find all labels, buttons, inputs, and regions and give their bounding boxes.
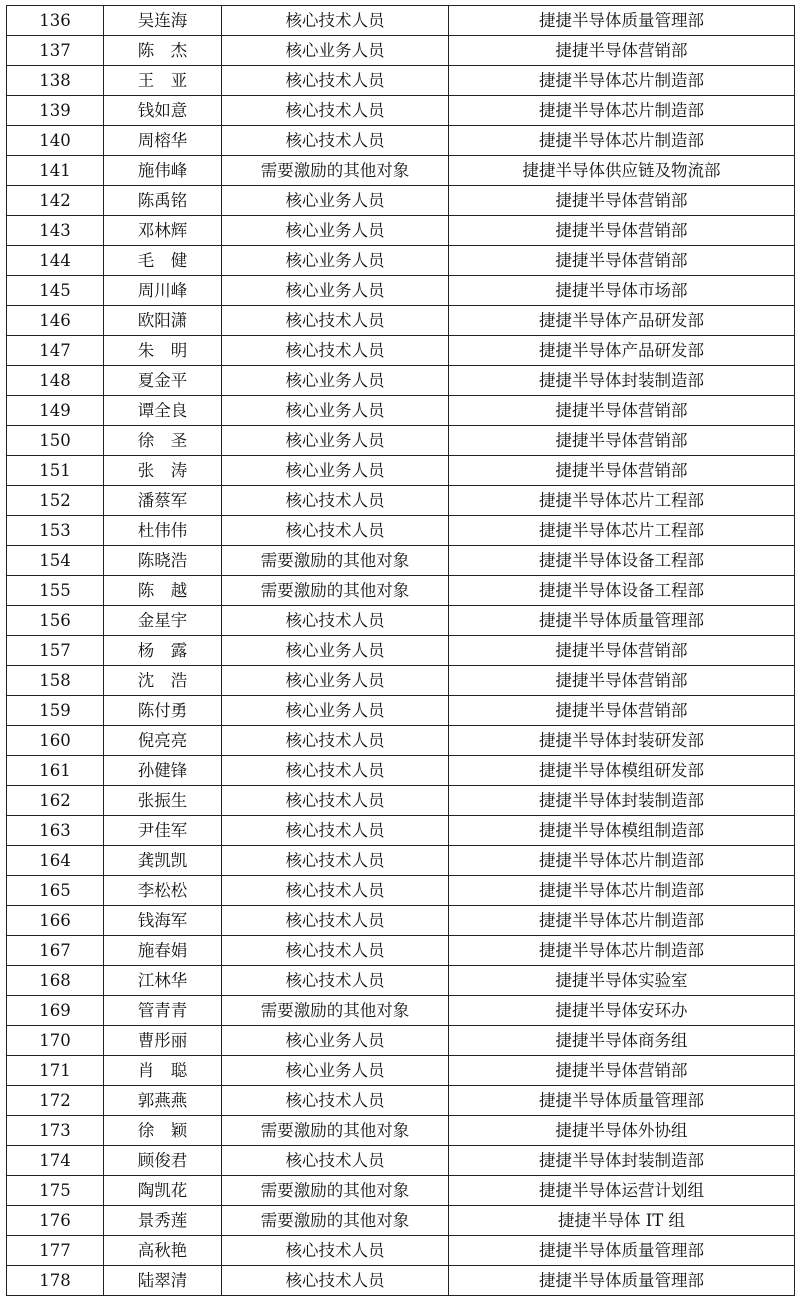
department-cell: 捷捷半导体安环办 <box>449 996 795 1026</box>
name-cell: 杜伟伟 <box>104 516 222 546</box>
department-cell: 捷捷半导体供应链及物流部 <box>449 156 795 186</box>
category-cell: 核心技术人员 <box>222 876 449 906</box>
row-number-cell: 159 <box>7 696 104 726</box>
category-cell: 需要激励的其他对象 <box>222 1116 449 1146</box>
category-cell: 需要激励的其他对象 <box>222 1176 449 1206</box>
row-number-cell: 146 <box>7 306 104 336</box>
name-cell: 陈付勇 <box>104 696 222 726</box>
row-number-cell: 156 <box>7 606 104 636</box>
row-number-cell: 164 <box>7 846 104 876</box>
name-cell: 尹佳军 <box>104 816 222 846</box>
department-cell: 捷捷半导体芯片制造部 <box>449 126 795 156</box>
category-cell: 核心技术人员 <box>222 126 449 156</box>
department-cell: 捷捷半导体实验室 <box>449 966 795 996</box>
table-row <box>7 1146 795 1176</box>
row-number-cell: 154 <box>7 546 104 576</box>
name-cell: 陈禹铭 <box>104 186 222 216</box>
row-number-cell: 153 <box>7 516 104 546</box>
name-cell: 陈晓浩 <box>104 546 222 576</box>
table-row <box>7 456 795 486</box>
row-number-cell: 149 <box>7 396 104 426</box>
row-number-cell: 136 <box>7 6 104 36</box>
table-row <box>7 66 795 96</box>
table-row <box>7 306 795 336</box>
table-row <box>7 846 795 876</box>
category-cell: 核心技术人员 <box>222 1266 449 1296</box>
table-row <box>7 186 795 216</box>
row-number-cell: 172 <box>7 1086 104 1116</box>
department-cell: 捷捷半导体营销部 <box>449 246 795 276</box>
department-cell: 捷捷半导体模组研发部 <box>449 756 795 786</box>
category-cell: 核心技术人员 <box>222 906 449 936</box>
row-number-cell: 141 <box>7 156 104 186</box>
department-cell: 捷捷半导体营销部 <box>449 36 795 66</box>
name-cell: 钱海军 <box>104 906 222 936</box>
category-cell: 核心业务人员 <box>222 276 449 306</box>
category-cell: 核心业务人员 <box>222 636 449 666</box>
table-row <box>7 816 795 846</box>
row-number-cell: 173 <box>7 1116 104 1146</box>
name-cell: 李松松 <box>104 876 222 906</box>
name-cell: 景秀莲 <box>104 1206 222 1236</box>
table-body <box>7 6 795 1296</box>
name-cell: 孙健锋 <box>104 756 222 786</box>
name-cell: 曹彤丽 <box>104 1026 222 1056</box>
table-row <box>7 1206 795 1236</box>
department-cell: 捷捷半导体质量管理部 <box>449 1266 795 1296</box>
row-number-cell: 147 <box>7 336 104 366</box>
category-cell: 核心业务人员 <box>222 1056 449 1086</box>
row-number-cell: 152 <box>7 486 104 516</box>
table-row <box>7 246 795 276</box>
table-row <box>7 1026 795 1056</box>
row-number-cell: 162 <box>7 786 104 816</box>
department-cell: 捷捷半导体芯片工程部 <box>449 516 795 546</box>
name-cell: 金星宇 <box>104 606 222 636</box>
category-cell: 核心技术人员 <box>222 816 449 846</box>
category-cell: 核心业务人员 <box>222 456 449 486</box>
table-row <box>7 726 795 756</box>
row-number-cell: 145 <box>7 276 104 306</box>
department-cell: 捷捷半导体营销部 <box>449 636 795 666</box>
table-row <box>7 36 795 66</box>
table-row <box>7 96 795 126</box>
name-cell: 邓林辉 <box>104 216 222 246</box>
table-row <box>7 756 795 786</box>
name-cell: 高秋艳 <box>104 1236 222 1266</box>
name-cell: 杨 露 <box>104 636 222 666</box>
row-number-cell: 150 <box>7 426 104 456</box>
name-cell: 施春娟 <box>104 936 222 966</box>
table-row <box>7 1176 795 1206</box>
department-cell: 捷捷半导体商务组 <box>449 1026 795 1056</box>
name-cell: 徐 颖 <box>104 1116 222 1146</box>
department-cell: 捷捷半导体营销部 <box>449 1056 795 1086</box>
name-cell: 吴连海 <box>104 6 222 36</box>
row-number-cell: 157 <box>7 636 104 666</box>
name-cell: 陶凯花 <box>104 1176 222 1206</box>
name-cell: 张 涛 <box>104 456 222 486</box>
row-number-cell: 174 <box>7 1146 104 1176</box>
name-cell: 欧阳潇 <box>104 306 222 336</box>
table-row <box>7 876 795 906</box>
table-row <box>7 1056 795 1086</box>
row-number-cell: 167 <box>7 936 104 966</box>
row-number-cell: 143 <box>7 216 104 246</box>
table-row <box>7 936 795 966</box>
row-number-cell: 168 <box>7 966 104 996</box>
table-row <box>7 6 795 36</box>
category-cell: 需要激励的其他对象 <box>222 1206 449 1236</box>
name-cell: 管青青 <box>104 996 222 1026</box>
name-cell: 朱 明 <box>104 336 222 366</box>
department-cell: 捷捷半导体 IT 组 <box>449 1206 795 1236</box>
category-cell: 核心业务人员 <box>222 696 449 726</box>
table-row <box>7 486 795 516</box>
row-number-cell: 177 <box>7 1236 104 1266</box>
table-row <box>7 396 795 426</box>
name-cell: 肖 聪 <box>104 1056 222 1086</box>
name-cell: 顾俊君 <box>104 1146 222 1176</box>
incentive-recipient-table-page <box>6 5 794 1296</box>
category-cell: 核心技术人员 <box>222 1236 449 1266</box>
department-cell: 捷捷半导体营销部 <box>449 186 795 216</box>
department-cell: 捷捷半导体芯片制造部 <box>449 96 795 126</box>
name-cell: 王 亚 <box>104 66 222 96</box>
category-cell: 核心技术人员 <box>222 756 449 786</box>
category-cell: 核心技术人员 <box>222 1086 449 1116</box>
department-cell: 捷捷半导体产品研发部 <box>449 306 795 336</box>
row-number-cell: 163 <box>7 816 104 846</box>
table-row <box>7 366 795 396</box>
category-cell: 核心业务人员 <box>222 36 449 66</box>
category-cell: 需要激励的其他对象 <box>222 996 449 1026</box>
department-cell: 捷捷半导体质量管理部 <box>449 606 795 636</box>
name-cell: 钱如意 <box>104 96 222 126</box>
category-cell: 核心技术人员 <box>222 486 449 516</box>
table-row <box>7 606 795 636</box>
category-cell: 核心技术人员 <box>222 96 449 126</box>
category-cell: 核心业务人员 <box>222 1026 449 1056</box>
department-cell: 捷捷半导体封装制造部 <box>449 786 795 816</box>
department-cell: 捷捷半导体芯片制造部 <box>449 66 795 96</box>
table-row <box>7 126 795 156</box>
row-number-cell: 169 <box>7 996 104 1026</box>
department-cell: 捷捷半导体营销部 <box>449 696 795 726</box>
table-row <box>7 216 795 246</box>
name-cell: 江林华 <box>104 966 222 996</box>
row-number-cell: 158 <box>7 666 104 696</box>
department-cell: 捷捷半导体营销部 <box>449 666 795 696</box>
name-cell: 龚凯凯 <box>104 846 222 876</box>
table-row <box>7 546 795 576</box>
department-cell: 捷捷半导体营销部 <box>449 396 795 426</box>
category-cell: 需要激励的其他对象 <box>222 156 449 186</box>
table-row <box>7 516 795 546</box>
category-cell: 核心技术人员 <box>222 846 449 876</box>
row-number-cell: 142 <box>7 186 104 216</box>
category-cell: 核心技术人员 <box>222 306 449 336</box>
department-cell: 捷捷半导体外协组 <box>449 1116 795 1146</box>
department-cell: 捷捷半导体芯片制造部 <box>449 936 795 966</box>
department-cell: 捷捷半导体芯片制造部 <box>449 906 795 936</box>
category-cell: 需要激励的其他对象 <box>222 546 449 576</box>
category-cell: 核心业务人员 <box>222 666 449 696</box>
row-number-cell: 151 <box>7 456 104 486</box>
table-row <box>7 696 795 726</box>
incentive-recipient-table <box>6 5 795 1296</box>
name-cell: 谭全良 <box>104 396 222 426</box>
name-cell: 夏金平 <box>104 366 222 396</box>
row-number-cell: 176 <box>7 1206 104 1236</box>
table-row <box>7 786 795 816</box>
department-cell: 捷捷半导体营销部 <box>449 456 795 486</box>
table-row <box>7 156 795 186</box>
category-cell: 核心技术人员 <box>222 1146 449 1176</box>
department-cell: 捷捷半导体质量管理部 <box>449 1236 795 1266</box>
name-cell: 陆翠清 <box>104 1266 222 1296</box>
table-row <box>7 666 795 696</box>
department-cell: 捷捷半导体产品研发部 <box>449 336 795 366</box>
department-cell: 捷捷半导体封装研发部 <box>449 726 795 756</box>
category-cell: 核心技术人员 <box>222 516 449 546</box>
category-cell: 核心技术人员 <box>222 336 449 366</box>
table-row <box>7 1266 795 1296</box>
table-row <box>7 1116 795 1146</box>
row-number-cell: 148 <box>7 366 104 396</box>
category-cell: 核心业务人员 <box>222 426 449 456</box>
category-cell: 核心技术人员 <box>222 966 449 996</box>
table-row <box>7 336 795 366</box>
department-cell: 捷捷半导体质量管理部 <box>449 1086 795 1116</box>
department-cell: 捷捷半导体营销部 <box>449 426 795 456</box>
category-cell: 核心业务人员 <box>222 396 449 426</box>
row-number-cell: 170 <box>7 1026 104 1056</box>
row-number-cell: 165 <box>7 876 104 906</box>
name-cell: 陈 越 <box>104 576 222 606</box>
table-row <box>7 996 795 1026</box>
name-cell: 徐 圣 <box>104 426 222 456</box>
category-cell: 核心技术人员 <box>222 936 449 966</box>
department-cell: 捷捷半导体芯片制造部 <box>449 876 795 906</box>
row-number-cell: 160 <box>7 726 104 756</box>
category-cell: 核心业务人员 <box>222 186 449 216</box>
row-number-cell: 178 <box>7 1266 104 1296</box>
row-number-cell: 175 <box>7 1176 104 1206</box>
row-number-cell: 144 <box>7 246 104 276</box>
name-cell: 倪亮亮 <box>104 726 222 756</box>
department-cell: 捷捷半导体芯片制造部 <box>449 846 795 876</box>
table-row <box>7 636 795 666</box>
category-cell: 需要激励的其他对象 <box>222 576 449 606</box>
category-cell: 核心技术人员 <box>222 726 449 756</box>
category-cell: 核心业务人员 <box>222 216 449 246</box>
name-cell: 郭燕燕 <box>104 1086 222 1116</box>
department-cell: 捷捷半导体封装制造部 <box>449 1146 795 1176</box>
department-cell: 捷捷半导体设备工程部 <box>449 546 795 576</box>
name-cell: 施伟峰 <box>104 156 222 186</box>
table-row <box>7 426 795 456</box>
department-cell: 捷捷半导体设备工程部 <box>449 576 795 606</box>
name-cell: 陈 杰 <box>104 36 222 66</box>
table-row <box>7 576 795 606</box>
category-cell: 核心技术人员 <box>222 6 449 36</box>
department-cell: 捷捷半导体质量管理部 <box>449 6 795 36</box>
table-row <box>7 966 795 996</box>
table-row <box>7 906 795 936</box>
category-cell: 核心技术人员 <box>222 606 449 636</box>
category-cell: 核心业务人员 <box>222 246 449 276</box>
department-cell: 捷捷半导体芯片工程部 <box>449 486 795 516</box>
name-cell: 毛 健 <box>104 246 222 276</box>
department-cell: 捷捷半导体模组制造部 <box>449 816 795 846</box>
name-cell: 潘蔡军 <box>104 486 222 516</box>
row-number-cell: 161 <box>7 756 104 786</box>
department-cell: 捷捷半导体封装制造部 <box>449 366 795 396</box>
name-cell: 张振生 <box>104 786 222 816</box>
row-number-cell: 137 <box>7 36 104 66</box>
row-number-cell: 155 <box>7 576 104 606</box>
department-cell: 捷捷半导体市场部 <box>449 276 795 306</box>
row-number-cell: 171 <box>7 1056 104 1086</box>
category-cell: 核心技术人员 <box>222 66 449 96</box>
category-cell: 核心技术人员 <box>222 786 449 816</box>
row-number-cell: 166 <box>7 906 104 936</box>
row-number-cell: 139 <box>7 96 104 126</box>
name-cell: 周川峰 <box>104 276 222 306</box>
row-number-cell: 138 <box>7 66 104 96</box>
row-number-cell: 140 <box>7 126 104 156</box>
table-row <box>7 276 795 306</box>
department-cell: 捷捷半导体营销部 <box>449 216 795 246</box>
name-cell: 沈 浩 <box>104 666 222 696</box>
table-row <box>7 1086 795 1116</box>
department-cell: 捷捷半导体运营计划组 <box>449 1176 795 1206</box>
category-cell: 核心业务人员 <box>222 366 449 396</box>
name-cell: 周榕华 <box>104 126 222 156</box>
table-row <box>7 1236 795 1266</box>
